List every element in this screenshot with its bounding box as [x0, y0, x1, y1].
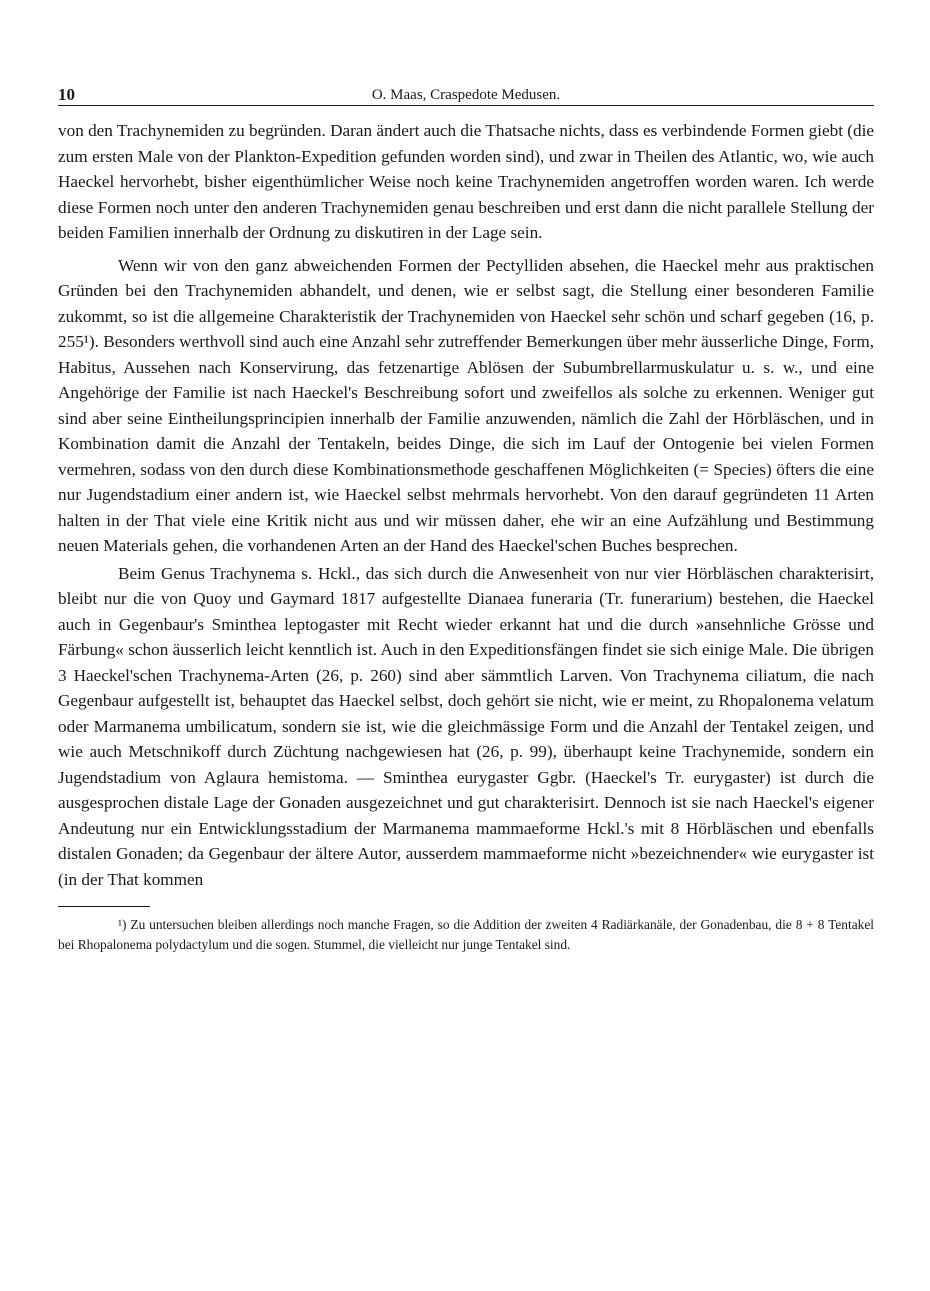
- body-text: [58, 118, 874, 892]
- footnote-marker: ¹): [118, 917, 127, 932]
- running-head: O. Maas, Craspedote Medusen.: [371, 87, 561, 103]
- page-header: [58, 84, 874, 106]
- paragraph-2: Wenn wir von den ganz abweichenden Formen der Pectylliden absehen, die Haeckel mehr aus praktischen Gründen bei den Trachynemiden abhandelt, und denen, wie er selbst sagt, die Stellung einer besonderen Familie zukommt, so ist die allgemeine Charakteristik der Trachynemiden von Haeckel sehr schön und scharf gegeben (16, p. 255¹). Besonders werthvoll sind auch eine Anzahl sehr zutreffender Bemerkungen über mehr äusserliche Dinge, Form, Habitus, Aussehen nach Konservirung, das fetzenartige Ablösen der Subumbrellarmuskulatur u. s. w., und eine Angehörige der Familie ist nach Haeckel's Beschreibung sofort und zweifellos als solche zu erkennen. Weniger gut sind aber seine Eintheilungsprincipien innerhalb der Familie anzuwenden, nämlich die Zahl der Hörbläschen, und in Kombination damit die Anzahl der Tentakeln, beides Dinge, die sich im Lauf der Ontogenie bei vielen Formen vermehren, sodass von den durch diese Kombinationsmethode geschaffenen Möglichkeiten (= Species) öfters die eine nur Jugendstadium einer andern ist, wie Haeckel selbst mehrmals hervorhebt. Von den darauf gegründeten 11 Arten halten in der That viele eine Kritik nicht aus und wir müssen daher, ehe wir an eine Aufzählung und Bestimmung neuen Materials gehen, die vorhandenen Arten an der Hand des Haeckel'schen Buches besprechen.: [58, 255, 874, 555]
- page-number: 10: [58, 85, 75, 104]
- header-rule: [58, 105, 874, 106]
- footnote-text: Zu untersuchen bleiben allerdings noch manche Fragen, so die Addition der zweiten 4 Radiärkanäle, der Gonadenbau, die 8 + 8 Tentakel bei Rhopalonema polydactylum und die sogen. Stummel, die vielleicht nur junge Tentakel sind.: [58, 917, 874, 952]
- footnote-rule: [58, 906, 150, 907]
- footnote: [58, 915, 874, 955]
- paragraph-1: von den Trachynemiden zu begründen. Daran ändert auch die Thatsache nichts, dass es verbindende Formen giebt (die zum ersten Male von der Plankton-Expedition gefunden worden sind), und zwar in Theilen des Atlantic, wo, wie auch Haeckel hervorhebt, bisher eigenthümlicher Weise noch keine Trachynemiden angetroffen worden waren. Ich werde diese Formen noch unter den anderen Trachynemiden genau beschreiben und erst dann die nicht parallele Stellung der beiden Familien innerhalb der Ordnung zu diskutiren in der Lage sein.: [58, 121, 874, 242]
- document-page: [58, 84, 874, 955]
- paragraph-3: Beim Genus Trachynema s. Hckl., das sich durch die Anwesenheit von nur vier Hörbläschen charakterisirt, bleibt nur die von Quoy und Gaymard 1817 aufgestellte Dianaea funeraria (Tr. funerarium) bestehen, die Haeckel auch in Gegenbaur's Sminthea leptogaster mit Recht wieder erkannt hat und die durch »ansehnliche Grösse und Färbung« schon äusserlich leicht kenntlich ist. Auch in den Expeditionsfängen findet sie sich einige Male. Die übrigen 3 Haeckel'schen Trachynema-Arten (26, p. 260) sind aber sämmtlich Larven. Von Trachynema ciliatum, die nach Gegenbaur aufgestellt ist, behauptet das Haeckel selbst, doch gehört sie nicht, wie er meint, zu Rhopalonema velatum oder Marmanema umbilicatum, sondern sie ist, wie die gleichmässige Form und die Anzahl der Tentakel zeigen, und wie auch Metschnikoff durch Züchtung nachgewiesen hat (26, p. 99), überhaupt keine Trachynemide, sondern ein Jugendstadium von Aglaura hemistoma. — Sminthea eurygaster Ggbr. (Haeckel's Tr. eurygaster) ist durch die ausgesprochen distale Lage der Gonaden ausgezeichnet und gut charakterisirt. Dennoch ist sie nach Haeckel's eigener Andeutung nur ein Entwicklungsstadium der Marmanema mammaeforme Hckl.'s mit 8 Hörbläschen und ebenfalls distalen Gonaden; da Gegenbaur der ältere Autor, ausserdem mammaeforme nicht »bezeichnender« wie eurygaster ist (in der That kommen: [58, 563, 874, 889]
